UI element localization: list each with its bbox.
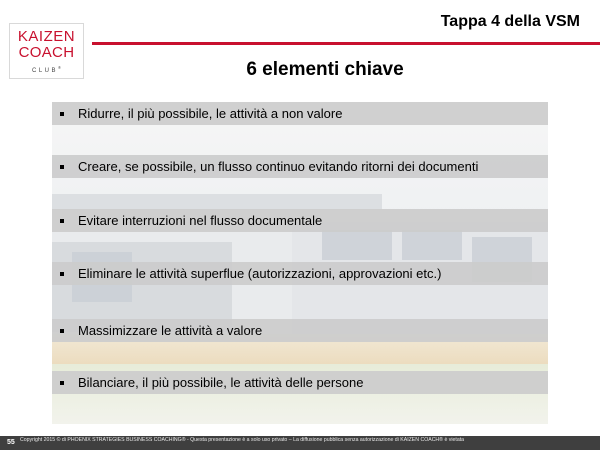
logo-line-coach: COACH: [18, 44, 75, 61]
logo-line-kaizen: KAIZEN: [17, 28, 76, 45]
key-element-label: Ridurre, il più possibile, le attività a non valore: [78, 106, 343, 121]
bullet-square-icon: [60, 219, 64, 223]
logo-line-club: CLUB®: [32, 65, 61, 74]
bg-window: [322, 230, 392, 260]
slide-number: 55: [7, 439, 15, 446]
key-element-label: Bilanciare, il più possibile, le attività delle persone: [78, 375, 364, 390]
footer-bar: [0, 436, 600, 450]
key-element-label: Massimizzare le attività a valore: [78, 323, 263, 338]
key-element-item: [52, 262, 548, 285]
bg-building-roof: [52, 194, 382, 210]
header-divider: [92, 42, 600, 45]
bullet-square-icon: [60, 381, 64, 385]
key-element-label: Eliminare le attività superflue (autorizzazioni, approvazioni etc.): [78, 266, 442, 281]
key-element-item: [52, 209, 548, 232]
bg-window: [402, 230, 462, 260]
bullet-square-icon: [60, 112, 64, 116]
bullet-square-icon: [60, 272, 64, 276]
key-element-label: Evitare interruzioni nel flusso documentale: [78, 213, 323, 228]
copyright-notice: Copyright 2015 © di PHOENIX STRATEGIES BUSINESS COACHING® - Questa presentazione è a solo uso privato – La diffusione pubblica senza autorizzazione di KAIZEN COACH® è vietata: [20, 437, 465, 443]
page-heading: 6 elementi chiave: [246, 59, 404, 80]
key-element-label: Creare, se possibile, un flusso continuo evitando ritorni dei documenti: [78, 159, 479, 174]
slide-title: Tappa 4 della VSM: [440, 13, 580, 30]
key-element-item: [52, 371, 548, 394]
bullet-square-icon: [60, 165, 64, 169]
key-element-item: [52, 319, 548, 342]
bullet-square-icon: [60, 329, 64, 333]
key-element-item: [52, 155, 548, 178]
key-element-item: [52, 102, 548, 125]
